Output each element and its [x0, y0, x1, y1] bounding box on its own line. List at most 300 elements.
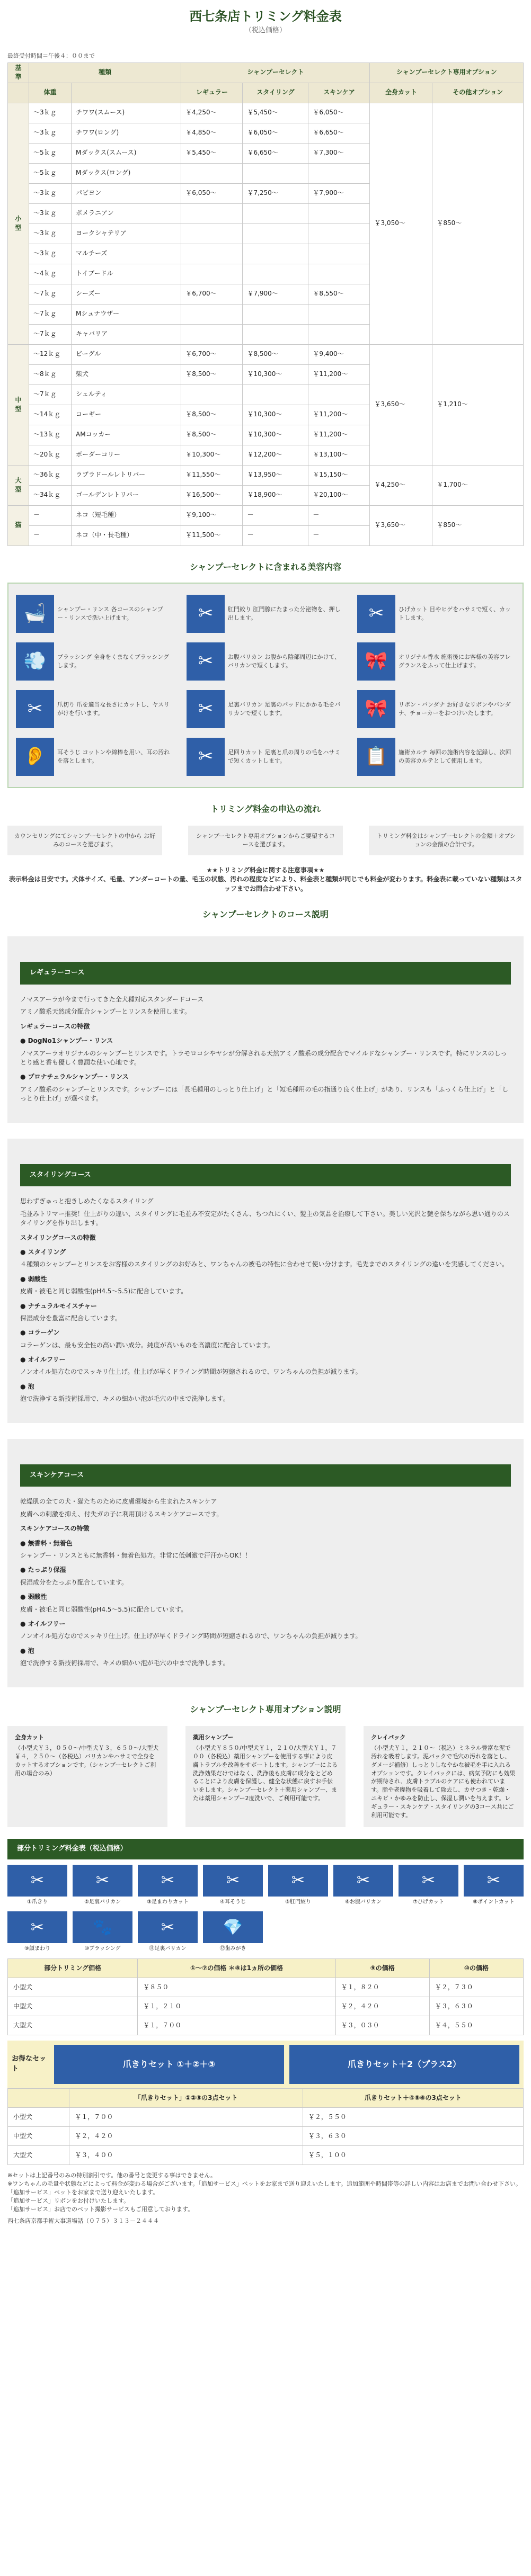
note: 「追加サービス」お店でのペット撮影サービスもご用意しております。	[7, 2205, 194, 2213]
set-a: ￥２，４２０	[69, 2126, 303, 2145]
service-text: ブラッシング 全身をくまなくブラッシングします。	[57, 653, 170, 669]
weight-cell: ～3ｋｇ	[29, 244, 72, 264]
table-row	[8, 344, 524, 364]
styling-desc: ４種類のシャンプーとリンスをお客様のスタイリングのお好みと、ワンちゃんの被毛の特性に合わせて使い分けます。毛先までのスタイリングの違いを実感してください。	[20, 1260, 509, 1268]
breed-cell: トイプードル	[72, 264, 181, 284]
set-box	[7, 2041, 524, 2088]
scissors-icon: ✂	[73, 1865, 132, 1897]
service-item	[357, 687, 515, 731]
skin-item: ● 弱酸性	[20, 1593, 511, 1602]
service-item	[357, 592, 515, 636]
weight-cell: ～3ｋｇ	[29, 103, 72, 123]
skincare-cell: ￥6,650～	[308, 123, 370, 143]
service-icon: ✂	[187, 738, 225, 776]
service-item	[357, 735, 515, 779]
styling-cell: ￥7,900～	[243, 284, 308, 304]
weight-cell: ～20ｋｇ	[29, 445, 72, 465]
styling-cell	[243, 304, 308, 324]
services-title: シャンプーセレクトに含まれる美容内容	[189, 561, 342, 572]
set-a: ￥１，７００	[69, 2107, 303, 2126]
skincare-cell: ￥7,900～	[308, 183, 370, 203]
partial-label: ①爪きり	[27, 1899, 48, 1905]
skincare-cell: ￥8,550～	[308, 284, 370, 304]
pp-h3: ⑨の価格	[335, 1958, 429, 1978]
styling-feature-heading: スタイリングコースの特徴	[20, 1233, 96, 1241]
styling-cell	[243, 264, 308, 284]
partial-table	[7, 1958, 524, 2035]
th-regular: レギュラー	[181, 83, 243, 103]
service-icon: ✂	[357, 595, 395, 633]
breed-cell: キャバリア	[72, 324, 181, 344]
note: ※ワンちゃんの毛量や状態などによって料金が変わる場合がございます。「追加サービス」ペットをお家まで送り迎えいたします。追加範囲や時間帯等の詳しい内容はお店までお問い合わせ下さい。	[7, 2180, 521, 2187]
skin-desc: 保湿成分をたっぷり配合しています。	[20, 1578, 128, 1586]
table-row	[8, 1997, 524, 2016]
regular-cell: ￥10,300～	[181, 445, 243, 465]
flow-boxes	[7, 826, 524, 855]
scissors-icon: ✂	[464, 1865, 524, 1897]
note: 「追加サービス」ペットをお家まで送り迎えいたします。	[7, 2188, 159, 2196]
skincare-cell: ￥11,200～	[308, 405, 370, 425]
footer-contact: 西七条店京都手術大事道場話（０７５）３１３－２４４４	[7, 2217, 159, 2224]
skincare-cell: ￥6,050～	[308, 103, 370, 123]
table-row	[8, 2107, 524, 2126]
th-type: 種類	[29, 62, 181, 83]
scissors-icon: ✂	[7, 1911, 67, 1943]
regular-cell: ￥6,700～	[181, 344, 243, 364]
sopt-medicated	[185, 1726, 346, 1827]
page-title: 西七条店トリミング料金表	[189, 9, 342, 24]
pp-c: ￥３，６３０	[429, 1997, 523, 2016]
regular-cell: ￥6,050～	[181, 183, 243, 203]
regular-cell: ￥9,100～	[181, 505, 243, 525]
weight-cell: ～7ｋｇ	[29, 324, 72, 344]
skin-feature-heading: スキンケアコースの特徴	[20, 1525, 90, 1533]
pp-h1: 部分トリミング価格	[8, 1958, 138, 1978]
breed-cell: ネコ（中・長毛種）	[72, 525, 181, 545]
fullcut-cell: ￥3,650～	[370, 344, 432, 465]
scissors-icon: ✂	[333, 1865, 393, 1897]
group-label: 大型	[8, 465, 29, 505]
pp-a: ￥１，７００	[138, 2016, 335, 2035]
th-blank	[72, 83, 181, 103]
breed-cell: ゴールデンレトリバー	[72, 485, 181, 505]
notice-text: 表示料金は目安です。犬体サイズ、毛量、アンダーコートの量、毛玉の状態、汚れの程度などにより、料金表と種類が同じでも料金が変わります。料金表に載っていない種類はスタッフまでお問合わせ下さい。	[8, 875, 523, 892]
breed-cell: コーギー	[72, 405, 181, 425]
sopt-medicated-text: （小型犬￥８５０/中型犬￥１，２１０/大型犬￥１，７００（各税込）薬用シャンプーを使用する事により皮膚トラブルを改善をサポートします。シャンプーによる洗浄効果だけではなく、洗浄後も皮膚に成分をとどめることにより皮膚を保護し、健全な状態に戻すお手伝いをします。シャンプーセレクト＋薬用シャンプー、または薬用シャンプー2度洗いで、ご利用可能です。	[193, 1744, 338, 1802]
scissors-icon: 🐾	[73, 1911, 132, 1943]
th-only: シャンプーセレクト専用オプション	[370, 62, 524, 83]
skincare-cell	[308, 264, 370, 284]
skin-desc: シャンプー・リンスともに無香料・無着色処方。非常に低刺激で汗汗からOK！！	[20, 1552, 252, 1560]
styling-cell: ￥7,250～	[243, 183, 308, 203]
fullcut-cell: ￥4,250～	[370, 465, 432, 505]
skincare-cell: －	[308, 525, 370, 545]
table-row	[8, 2016, 524, 2035]
breed-cell: マルチーズ	[72, 244, 181, 264]
skincare-cell	[308, 203, 370, 223]
breed-cell: ヨークシャテリア	[72, 223, 181, 244]
partial-label: ⑧ポイントカット	[473, 1899, 515, 1905]
service-item	[187, 735, 344, 779]
set-b: ￥２，５５０	[303, 2107, 523, 2126]
styling-cell: －	[243, 525, 308, 545]
breed-cell: ネコ（短毛種）	[72, 505, 181, 525]
flow-title: トリミング料金の申込の流れ	[210, 803, 321, 814]
skin-desc: 皮膚・被毛と同じ弱酸性(pH4.5〜5.5)に配合しています。	[20, 1605, 188, 1613]
sopt-fullcut	[7, 1726, 167, 1827]
sopt-title: シャンプーセレクト専用オプション説明	[190, 1704, 341, 1714]
scissors-icon: ✂	[7, 1865, 67, 1897]
price-table	[7, 62, 524, 546]
styling-desc: コラーゲンは、最も安全性の高い潤い成分。純度が高いものを高濃度に配合しています。	[20, 1341, 274, 1349]
flow-step: カウンセリングにてシャンプーセレクトの中から お好みのコースを選びます。	[7, 826, 162, 855]
weight-cell: ～5ｋｇ	[29, 143, 72, 163]
regular-cell: ￥8,500～	[181, 405, 243, 425]
service-icon: 🎀	[357, 690, 395, 728]
skincare-cell: ￥11,200～	[308, 425, 370, 445]
styling-cell: －	[243, 505, 308, 525]
partial-item	[203, 1911, 263, 1953]
service-text: オリジナル香水 施術後にお客様の美容フレグランスをふって仕上げます。	[399, 653, 511, 669]
sopt-medicated-h: 薬用シャンプー	[193, 1733, 234, 1741]
regular-item: ● DogNo1シャンプー・リンス	[20, 1036, 511, 1045]
partial-cell: ￥850～	[432, 505, 524, 545]
regular-cell: ￥8,500～	[181, 364, 243, 384]
th-skincare: スキンケア	[308, 83, 370, 103]
skin-item: ● 無香料・無着色	[20, 1539, 511, 1548]
weight-cell: ～7ｋｇ	[29, 384, 72, 405]
breed-cell: Mダックス(スムース)	[72, 143, 181, 163]
scissors-icon: ✂	[399, 1865, 458, 1897]
set-banner-2: 爪きりセット＋2（プラス2）	[289, 2045, 519, 2084]
regular-cell	[181, 304, 243, 324]
weight-cell: －	[29, 525, 72, 545]
pp-size: 大型犬	[8, 2016, 138, 2035]
pp-b: ￥１，８２０	[335, 1978, 429, 1997]
service-text: 爪切り 爪を適当な長さにカットし、ヤスリがけを行います。	[57, 701, 170, 717]
table-row	[8, 2126, 524, 2145]
pp-h4: ⑩の価格	[429, 1958, 523, 1978]
service-item	[16, 640, 174, 683]
regular-p2: アミノ酸系天然成分配合シャンプーとリンスを使用します。	[20, 1008, 191, 1016]
weight-cell: ～4ｋｇ	[29, 264, 72, 284]
set-h1: 「爪きりセット」①②③の3点セット	[69, 2088, 303, 2107]
breed-cell: Mシュナウザー	[72, 304, 181, 324]
partial-label: ⑨顔まわり	[24, 1946, 50, 1952]
service-item	[187, 592, 344, 636]
regular-cell	[181, 203, 243, 223]
partial-label: ⑤肛門絞り	[285, 1899, 311, 1905]
pp-a: ￥１，２１０	[138, 1997, 335, 2016]
service-icon: ✂	[187, 690, 225, 728]
styling-cell: ￥10,300～	[243, 405, 308, 425]
regular-cell: ￥8,500～	[181, 425, 243, 445]
regular-cell	[181, 264, 243, 284]
service-item	[187, 640, 344, 683]
table-row	[8, 465, 524, 485]
table-row	[8, 1978, 524, 1997]
skincare-cell: ￥9,400～	[308, 344, 370, 364]
service-text: ひげカット 目やヒゲをハサミで短く、カットします。	[399, 605, 511, 621]
skincare-cell	[308, 324, 370, 344]
breed-cell: シーズー	[72, 284, 181, 304]
weight-cell: ～8ｋｇ	[29, 364, 72, 384]
set-h2: 爪きりセット＋④⑤⑥の3点セット	[303, 2088, 523, 2107]
service-text: 施術カルテ 毎回の施術内容を記録し、次回の美容カルテとして使用します。	[399, 748, 511, 764]
partial-item	[268, 1865, 328, 1907]
scissors-icon: 💎	[203, 1911, 263, 1943]
skincare-cell: －	[308, 505, 370, 525]
skin-item: ● たっぷり保湿	[20, 1566, 511, 1575]
flow-step: トリミング料金はシャンプーセレクトの金額＋オプションの金額の合計です。	[369, 826, 524, 855]
th-weight: 体重	[29, 83, 72, 103]
set-b: ￥５，１００	[303, 2145, 523, 2164]
service-text: 足裏バリカン 足裏のパッドにかかる毛をバリカンで短くします。	[228, 701, 341, 717]
styling-cell	[243, 324, 308, 344]
services-grid	[7, 583, 524, 788]
skincare-cell: ￥13,100～	[308, 445, 370, 465]
skincare-cell: ￥11,200～	[308, 364, 370, 384]
notice-title: ★★トリミング料金に関する注意事項★★	[206, 866, 325, 874]
service-item	[16, 592, 174, 636]
regular-cell: ￥6,700～	[181, 284, 243, 304]
pp-h2: ①～⑦の価格 ＊⑧は1ヵ所の価格	[138, 1958, 335, 1978]
styling-cell: ￥8,500～	[243, 344, 308, 364]
sopt-clay	[364, 1726, 524, 1827]
weight-cell: ～14ｋｇ	[29, 405, 72, 425]
skin-desc: 泡で洗浄する新技術採用で、キメの細かい泡が毛穴の中まで洗浄します。	[20, 1659, 229, 1667]
pp-c: ￥４，５５０	[429, 2016, 523, 2035]
weight-cell: ～5ｋｇ	[29, 163, 72, 183]
skin-item: ● オイルフリー	[20, 1620, 511, 1629]
service-icon: ✂	[16, 690, 54, 728]
service-icon: 🛁	[16, 595, 54, 633]
set-size: 小型犬	[8, 2107, 69, 2126]
note: 「追加サービス」リボンをお付けいたします。	[7, 2197, 130, 2204]
scissors-icon: ✂	[138, 1911, 198, 1943]
styling-cell: ￥10,300～	[243, 364, 308, 384]
pp-b: ￥２，４２０	[335, 1997, 429, 2016]
styling-item: ● 弱酸性	[20, 1275, 511, 1284]
styling-item: ● 泡	[20, 1382, 511, 1391]
styling-item: ● スタイリング	[20, 1248, 511, 1257]
styling-bar: スタイリングコース	[20, 1164, 511, 1187]
skin-p1: 乾燥肌の全ての犬・猫たちのために皮膚環境から生まれたスキンケア	[20, 1498, 217, 1506]
partial-label: ⑩ブラッシング	[84, 1946, 121, 1952]
styling-cell: ￥6,650～	[243, 143, 308, 163]
weight-cell: ～36ｋｇ	[29, 465, 72, 485]
service-text: 肛門絞り 肛門腺にたまった分泌物を、押し出します。	[228, 605, 341, 621]
breed-cell: AMコッカー	[72, 425, 181, 445]
styling-cell: ￥5,450～	[243, 103, 308, 123]
regular-cell	[181, 163, 243, 183]
sopt-grid	[7, 1726, 524, 1827]
table-row	[8, 505, 524, 525]
th-base: 基準	[8, 62, 29, 83]
styling-item: ● オイルフリー	[20, 1355, 511, 1364]
partial-cell: ￥1,210～	[432, 344, 524, 465]
partial-label: ⑥お腹バリカン	[345, 1899, 382, 1905]
weight-cell: ～7ｋｇ	[29, 304, 72, 324]
regular-p1: ノマスアーラが今まで行ってきた全犬種対応スタンダードコース	[20, 996, 204, 1004]
sopt-fullcut-text: （小型犬￥３，０５０～/中型犬￥３，６５０～/大型犬￥４，２５０～（各税込）バリカンやハサミで全身をカットするオプションです。（シャンプーセレクトご利用の場合のみ）	[15, 1744, 159, 1777]
set-b: ￥３，６３０	[303, 2126, 523, 2145]
styling-cell	[243, 244, 308, 264]
skin-p2: 皮膚への刺激を抑え、付失ガの子に利用頂けるスキンケアコースです。	[20, 1510, 223, 1518]
skincare-cell	[308, 223, 370, 244]
group-label: 猫	[8, 505, 29, 545]
breed-cell: 柴犬	[72, 364, 181, 384]
styling-cell	[243, 223, 308, 244]
styling-cell	[243, 203, 308, 223]
service-item	[16, 735, 174, 779]
service-icon: 👂	[16, 738, 54, 776]
partial-bar: 部分トリミング料金表（税込価格）	[7, 1839, 524, 1859]
th-select: シャンプーセレクト	[181, 62, 370, 83]
partial-label: ③足まわりカット	[147, 1899, 189, 1905]
fullcut-cell: ￥3,050～	[370, 103, 432, 344]
service-item	[187, 687, 344, 731]
weight-cell: ～3ｋｇ	[29, 203, 72, 223]
weight-cell: ～12ｋｇ	[29, 344, 72, 364]
th-blank	[8, 83, 29, 103]
partial-label: ⑪足裏バリカン	[149, 1946, 187, 1952]
partial-icons	[7, 1865, 524, 1953]
partial-cell: ￥1,700～	[432, 465, 524, 505]
breed-cell: ビーグル	[72, 344, 181, 364]
regular-cell: ￥5,450～	[181, 143, 243, 163]
styling-desc: 皮膚・被毛と同じ弱酸性(pH4.5〜5.5)に配合しています。	[20, 1287, 188, 1295]
scissors-icon: ✂	[268, 1865, 328, 1897]
service-text: お腹バリカン お腹から陰部周辺にかけて、バリカンで短くします。	[228, 653, 341, 669]
skincare-cell: ￥15,150～	[308, 465, 370, 485]
skincare-cell: ￥7,300～	[308, 143, 370, 163]
weight-cell: ～13ｋｇ	[29, 425, 72, 445]
weight-cell: ～34ｋｇ	[29, 485, 72, 505]
th-styling: スタイリング	[243, 83, 308, 103]
pp-size: 中型犬	[8, 1997, 138, 2016]
page-subtitle: （税込価格）	[244, 26, 286, 34]
breed-cell: チワワ(ロング)	[72, 123, 181, 143]
styling-cell: ￥18,900～	[243, 485, 308, 505]
regular-cell: ￥4,850～	[181, 123, 243, 143]
skincare-cell	[308, 163, 370, 183]
regular-cell: ￥16,500～	[181, 485, 243, 505]
partial-label: ⑦ひげカット	[413, 1899, 444, 1905]
regular-desc: ノマスアーラオリジナルのシャンプーとリンスです。トラモロコシやヤシが分解される天然アミノ酸系の成分配合でマイルドなシャンプー・リンスです。特にリンスのしっとり感と香も優しく豊潤な使い心地です。	[20, 1049, 507, 1066]
styling-cell: ￥12,200～	[243, 445, 308, 465]
service-icon: 📋	[357, 738, 395, 776]
styling-cell	[243, 163, 308, 183]
breed-cell: Mダックス(ロング)	[72, 163, 181, 183]
set-a: ￥３，４００	[69, 2145, 303, 2164]
partial-label: ④耳そうじ	[220, 1899, 246, 1905]
reception-note: 最終受付時間＝午後４：００まで	[7, 52, 95, 59]
partial-item	[138, 1911, 198, 1953]
notes	[7, 2171, 524, 2225]
service-text: リボン・バンダナ お好きなリボンやバンダナ、チョーカーをおつけいたします。	[399, 701, 511, 717]
skin-bar: スキンケアコース	[20, 1464, 511, 1487]
group-label: 中型	[8, 344, 29, 465]
set-size: 中型犬	[8, 2126, 69, 2145]
note: ※セットは上記番号のみの特別割引です。他の番号と変更する事はできません。	[7, 2171, 216, 2179]
styling-cell: ￥13,950～	[243, 465, 308, 485]
skincare-cell	[308, 384, 370, 405]
skincare-cell	[308, 304, 370, 324]
regular-cell: ￥11,500～	[181, 525, 243, 545]
styling-item: ● コラーゲン	[20, 1328, 511, 1337]
weight-cell: －	[29, 505, 72, 525]
breed-cell: パピヨン	[72, 183, 181, 203]
styling-cell: ￥6,050～	[243, 123, 308, 143]
styling-p2: 毛並みトリマー推奨！仕上がりの違い、スタイリングに毛並み不安定がたくさん、ちつれにくい、髪主の気品を治療して下さい。美しい光沢と艶を保ちながら思い通りのスタイリングを作り出します。	[20, 1210, 510, 1227]
partial-item	[7, 1865, 67, 1907]
service-icon: ✂	[187, 595, 225, 633]
service-item	[357, 640, 515, 683]
breed-cell: ポメラニアン	[72, 203, 181, 223]
regular-desc: アミノ酸系のシャンプーとリンスです。シャンプーには「長毛種用のしっとり仕上げ」と「短毛種用の毛の指通り良く仕上げ」があり、リンスも「ふっくら仕上げ」と「しっとり仕上げ」が選べます。	[20, 1085, 509, 1103]
styling-cell	[243, 384, 308, 405]
styling-cell: ￥10,300～	[243, 425, 308, 445]
skincare-cell: ￥20,100～	[308, 485, 370, 505]
skincare-cell	[308, 244, 370, 264]
styling-p1: 思わずぎゅっと抱きしめたくなるスタイリング	[20, 1197, 154, 1205]
regular-cell	[181, 384, 243, 405]
breed-cell: シェルティ	[72, 384, 181, 405]
regular-cell: ￥11,550～	[181, 465, 243, 485]
regular-item: ● プロナチュラルシャンプー・リンス	[20, 1072, 511, 1081]
weight-cell: ～3ｋｇ	[29, 223, 72, 244]
table-row	[8, 2145, 524, 2164]
partial-item	[7, 1911, 67, 1953]
th-partial: その他オプション	[432, 83, 524, 103]
service-icon: ✂	[187, 642, 225, 681]
service-item	[16, 687, 174, 731]
skin-course	[7, 1439, 524, 1687]
service-text: 足回りカット 足裏と爪の周りの毛をハサミで短くカットします。	[228, 748, 341, 764]
partial-item	[333, 1865, 393, 1907]
partial-item	[73, 1865, 132, 1907]
regular-cell	[181, 244, 243, 264]
regular-course	[7, 936, 524, 1122]
regular-cell	[181, 324, 243, 344]
weight-cell: ～3ｋｇ	[29, 123, 72, 143]
styling-desc: 保湿成分を豊富に配合しています。	[20, 1314, 122, 1322]
weight-cell: ～3ｋｇ	[29, 183, 72, 203]
scissors-icon: ✂	[138, 1865, 198, 1897]
sopt-clay-text: （小型犬￥１，２１０～（税込）ミネラル豊富な泥で汚れを吸着します。泥パックで毛穴の汚れを落とし、ダメージ補修）しっとりしなやかな被毛を手に入れるオプションです。クレイパックには、病気予防にも効果が期待され、皮膚トラブルのケアにも使われています。脂や老廃物を吸着して除去し、カサつき・乾燥・ニキビ・かゆみを防止し、保湿し潤いを与えます。レギュラー・スキンケア・スタイリングの3コース共にご利用可能です。	[371, 1744, 516, 1819]
fullcut-cell: ￥3,650～	[370, 505, 432, 545]
flow-step: シャンプーセレクト専用オプションからご要望するコースを選びます。	[188, 826, 343, 855]
skin-desc: ノンオイル処方なのでスッキリ仕上げ。仕上げが早くドライング時間が短縮されるので、ワンちゃんの負担が減ります。	[20, 1632, 362, 1640]
service-icon: 🎀	[357, 642, 395, 681]
partial-item	[138, 1865, 198, 1907]
partial-item	[464, 1865, 524, 1907]
partial-label: ②足裏バリカン	[84, 1899, 121, 1905]
sopt-clay-h: クレイパック	[371, 1733, 406, 1741]
sopt-fullcut-h: 全身カット	[15, 1733, 44, 1741]
courses-title: シャンプーセレクトのコース説明	[202, 909, 329, 919]
service-text: 耳そうじ コットンや綿棒を用い、耳の汚れを落とします。	[57, 748, 170, 764]
service-icon: 💨	[16, 642, 54, 681]
skin-item: ● 泡	[20, 1647, 511, 1656]
breed-cell: チワワ(スムース)	[72, 103, 181, 123]
set-table	[7, 2088, 524, 2165]
set-banner-1: 爪きりセット ①＋②＋③	[54, 2045, 284, 2084]
pp-a: ￥８５０	[138, 1978, 335, 1997]
partial-item	[399, 1865, 458, 1907]
regular-bar: レギュラーコース	[20, 962, 511, 985]
